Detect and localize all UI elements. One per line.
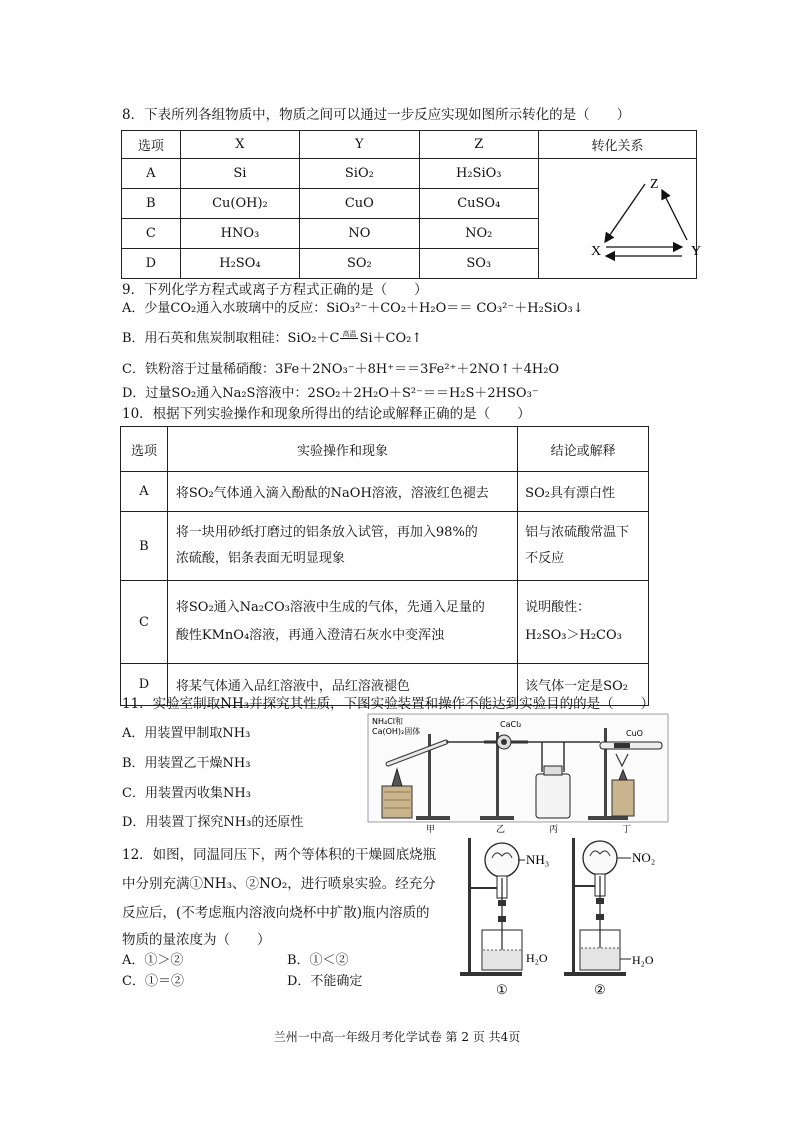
q11-caption-yi: 乙 [496,825,506,835]
q11-label-cuo: CuO [626,729,643,738]
q8-cell: SO₂ [300,249,419,279]
q8-cell: D [122,249,181,279]
q8-cell: H₂SiO₃ [419,159,538,189]
q10-row-a [121,472,649,512]
q11-label-reagent1: NH₄Cl和 [372,717,404,726]
q8-cell: SO₃ [419,249,538,279]
q8-cell: Si [180,159,300,189]
q8-header-option: 选项 [122,131,181,159]
q8-label-z: Z [649,176,659,192]
q8-cycle-diagram [539,160,702,278]
q8-label-x: X [590,243,602,259]
q12-option-a: A．①＞② [122,953,184,968]
q12-stem-line4: 物质的量浓度为（ ） [122,932,271,948]
q10-operation-line: 酸性KMnO₄溶液，再通入澄清石灰水中变浑浊 [175,628,445,643]
q10-operation [167,512,517,581]
q8-cell: Cu(OH)₂ [180,189,300,219]
q8-header-relation: 转化关系 [538,131,696,159]
q9-option-d: D．过量SO₂通入Na₂S溶液中：2SO₂＋2H₂O＋S²⁻＝＝H₂S＋2HSO₃⁻ [122,386,539,401]
q8-row-a [122,159,697,189]
q9-option-b [122,330,422,348]
q10-conclusion [518,581,649,664]
q9-option-c: C．铁粉溶于过量稀硝酸：3Fe＋2NO₃⁻＋8H⁺＝＝3Fe²⁺＋2NO↑＋4H₂O [122,362,560,377]
q12-label-water1: H₂O [526,951,548,965]
q11-option-d: D．用装置丁探究NH₃的还原性 [122,815,304,830]
q10-header-conclusion: 结论或解释 [518,427,649,472]
q10-operation-line: 浓硫酸，铝条表面无明显现象 [175,551,345,566]
q12-fountain-figure [460,838,670,998]
q10-option: B [121,512,168,581]
q11-option-a: A．用装置甲制取NH₃ [122,726,251,741]
q11-label-reagent2: Ca(OH)₂固体 [372,727,421,736]
q10-conclusion-line: 说明酸性： [525,600,591,615]
q8-cell: NO [300,219,419,249]
q8-cell: HNO₃ [180,219,300,249]
q10-conclusion-line: H₂SO₃＞H₂CO₃ [525,628,622,643]
q11-apparatus-figure [368,714,668,836]
q12-option-c: C．①＝② [122,974,184,989]
q9-option-a: A．少量CO₂通入水玻璃中的反应：SiO₃²⁻＋CO₂＋H₂O＝＝ CO₃²⁻＋H₂SiO₃↓ [122,301,584,316]
q9-option-b-right: Si＋CO₂↑ [359,331,423,346]
q8-cell: H₂SO₄ [180,249,300,279]
q10-option: D [121,664,168,706]
q8-cell: NO₂ [419,219,538,249]
q8-diagram-cell [538,159,702,279]
q10-operation-line: 将一块用砂纸打磨过的铝条放入试管，再加入98%的 [175,525,478,540]
q10-option: A [121,472,168,512]
q11-caption-bing: 丙 [549,825,559,835]
q11-option-c: C．用装置丙收集NH₃ [122,786,251,801]
q8-header-x: X [180,131,300,159]
q11-option-b: B．用装置乙干燥NH₃ [122,756,251,771]
q11-caption-ding: 丁 [622,825,632,835]
q10-operation-line: 将SO₂气体通入滴入酚酞的NaOH溶液，溶液红色褪去 [175,486,489,501]
q8-cell: CuSO₄ [419,189,538,219]
q10-operation-line: 将SO₂通入Na₂CO₃溶液中生成的气体，先通入足量的 [175,600,485,615]
q10-operation-line: 将某气体通入品红溶液中，品红溶液褪色 [175,679,410,694]
q12-stem-line2: 中分别充满①NH₃、②NO₂，进行喷泉实验。经充分 [122,876,436,892]
q10-conclusion [518,472,649,512]
q10-row-b [121,512,649,581]
q12-caption-1: ① [496,982,508,997]
q9-option-b-left: B．用石英和焦炭制取粗硅：SiO₂＋C [122,331,340,346]
q8-cell: B [122,189,181,219]
fountain-apparatus-1 [460,838,522,976]
q10-header-operation: 实验操作和现象 [167,427,517,472]
q9-condition-text: 高温 [342,329,357,338]
q8-table [121,130,702,279]
q10-option: C [121,581,168,664]
q8-cell: A [122,159,181,189]
q8-cell: CuO [300,189,419,219]
q9-condition [340,330,358,344]
q10-conclusion-line: 不反应 [525,551,565,566]
q10-table [120,426,649,706]
q10-stem: 10．根据下列实验操作和现象所得出的结论或解释正确的是（ ） [122,406,531,422]
q10-conclusion [518,512,649,581]
fountain-apparatus-2 [564,838,626,976]
q8-cell: C [122,219,181,249]
q10-header-row [121,427,649,472]
q11-label-cacl2: CaCl₂ [500,720,522,729]
q8-cell: SiO₂ [300,159,419,189]
q9-stem: 9．下列化学方程式或离子方程式正确的是（ ） [122,282,428,298]
q10-conclusion-line: 该气体一定是SO₂ [525,679,628,694]
q12-label-nh3: NH₃ [526,852,550,867]
q11-caption-jia: 甲 [426,825,436,835]
q8-header-z: Z [419,131,538,159]
q12-option-b: B．①＜② [287,953,349,968]
q8-stem: 8．下表所列各组物质中，物质之间可以通过一步反应实现如图所示转化的是（ ） [122,107,631,123]
q8-header-row [122,131,697,159]
q10-operation [167,581,517,664]
q10-conclusion-line: SO₂具有漂白性 [525,486,615,501]
q12-label-water2: H₂O [632,953,654,967]
q8-header-y: Y [300,131,419,159]
q10-header-option: 选项 [121,427,168,472]
q11-stem: 11．实验室制取NH₃并探究其性质，下图实验装置和操作不能达到实验目的的是（ ） [122,696,655,712]
q12-caption-2: ② [594,982,606,997]
q12-stem-line1: 12．如图，同温同压下，两个等体积的干燥圆底烧瓶 [122,847,437,863]
page-footer: 兰州一中高一年级月考化学试卷 第 2 页 共4页 [273,1030,521,1044]
q10-operation [167,472,517,512]
q8-label-y: Y [690,243,702,259]
q10-row-c [121,581,649,664]
q12-stem-line3: 反应后，(不考虑瓶内溶液向烧杯中扩散)瓶内溶质的 [122,905,430,921]
q12-label-no2: NO₂ [632,850,656,865]
q12-option-d: D．不能确定 [287,974,363,989]
q10-conclusion-line: 铝与浓硫酸常温下 [525,525,630,540]
